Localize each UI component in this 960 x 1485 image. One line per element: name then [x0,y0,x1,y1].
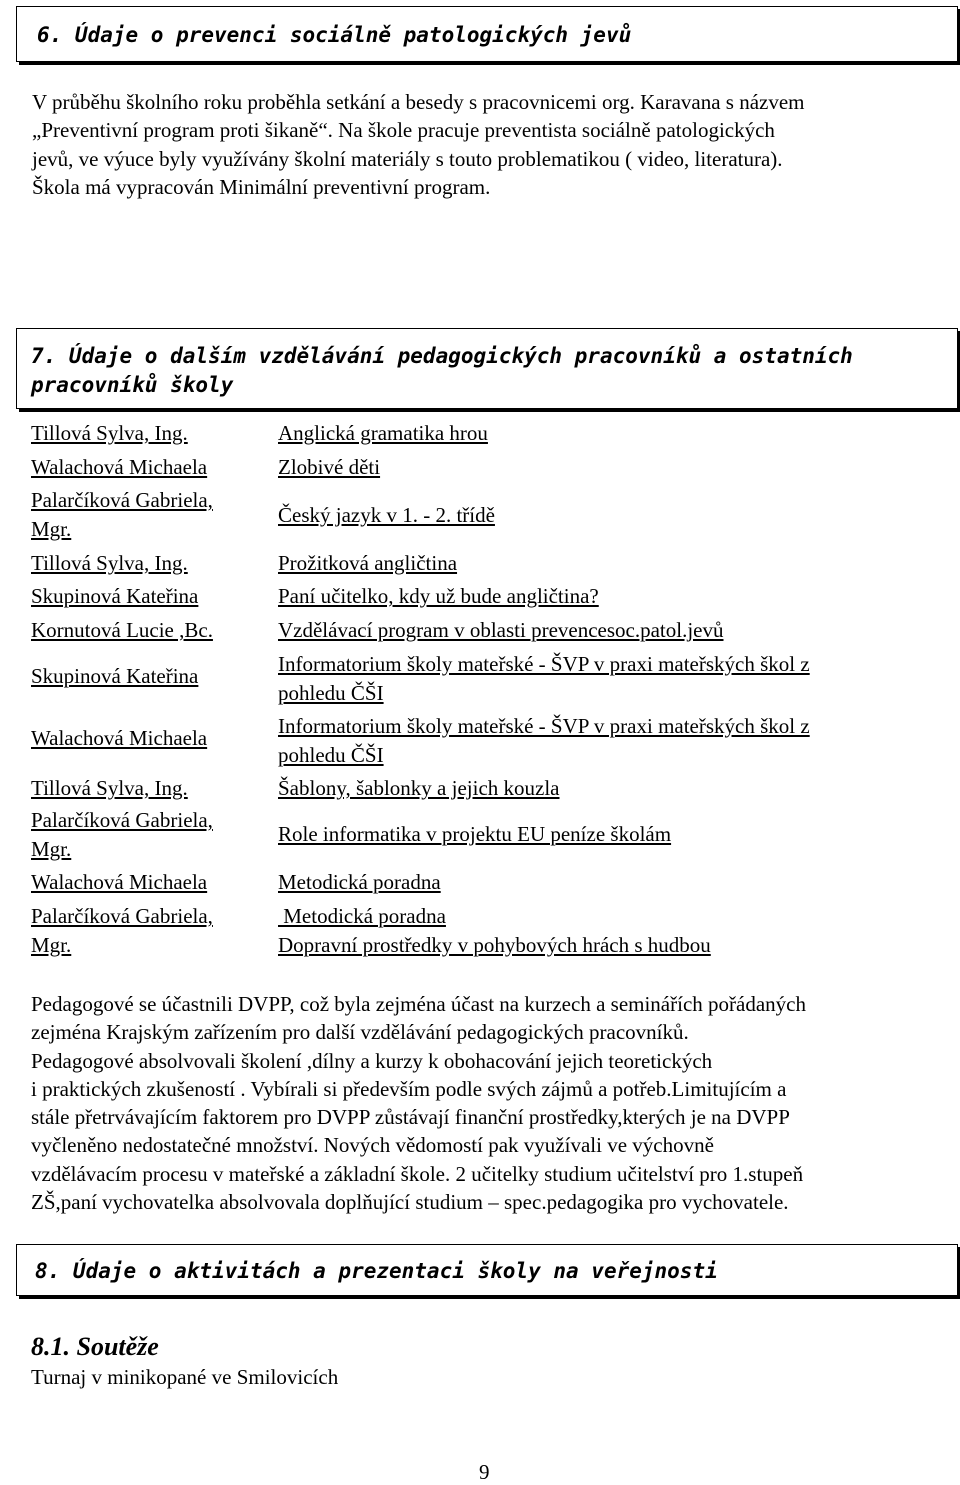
section-6-heading-box [16,6,958,62]
name-line: Palarčíková Gabriela, [31,904,213,928]
page-number: 9 [479,1460,490,1484]
course-line: Český jazyk v 1. - 2. třídě [278,503,495,527]
participant-name [31,806,213,864]
paragraph-line: stále přetrvávajícím faktorem pro DVPP zůstávají finanční prostředky,kterých je na DVPP [31,1105,790,1130]
participant-name [31,486,213,544]
participant-name [31,419,188,448]
name-line: Walachová Michaela [31,726,208,750]
course-title [278,419,488,448]
course-title [278,712,810,770]
name-line: Tillová Sylva, Ing. [31,776,188,800]
course-line: Role informatika v projektu EU peníze školám [278,822,672,846]
subsection-heading: 8.1. Soutěže [31,1332,159,1361]
paragraph-line: vzdělávacím procesu v mateřské a základní škole. 2 učitelky studium učitelství pro 1.stupeň [31,1161,804,1186]
course-line: Anglická gramatika hrou [278,421,488,445]
course-line: Metodická poradna [278,870,441,894]
participant-name [31,616,213,645]
paragraph-line: jevů, ve výuce byly využívány školní materiály s touto problematikou ( video, literatura). [32,146,783,171]
paragraph-line: zejména Krajským zařízením pro další vzdělávání pedagogických pracovníků. [31,1020,689,1045]
course-line: Informatorium školy mateřské - ŠVP v praxi mateřských škol z [278,652,810,676]
name-line: Mgr. [31,837,72,861]
section-7-heading [31,342,949,400]
name-line: Mgr. [31,933,72,957]
participant-name [31,774,188,803]
paragraph-line: V průběhu školního roku proběhla setkání a besedy s pracovnicemi org. Karavana s názvem [32,90,805,114]
course-line: Zlobivé děti [278,455,381,479]
course-title [278,868,441,897]
participant-name [31,582,198,611]
paragraph-line: „Preventivní program proti šikaně“. Na škole pracuje preventista sociálně patologických [32,118,775,143]
course-title [278,549,457,578]
name-line: Palarčíková Gabriela, [31,488,213,512]
course-title [278,453,380,482]
section-7-heading-box [16,328,958,409]
paragraph-line: i praktických zkušeností . Vybírali si především podle svých zájmů a potřeb.Limitujícím a [31,1076,787,1101]
paragraph-line: Pedagogové se účastnili DVPP, což byla zejména účast na kurzech a seminářích pořádaných [31,992,806,1016]
heading-line: pracovníků školy [31,373,234,397]
course-line: Dopravní prostředky v pohybových hrách s hudbou [278,933,711,957]
course-title [278,820,671,849]
course-title [278,774,560,803]
course-line: pohledu ČŠI [278,743,384,767]
name-line: Walachová Michaela [31,455,208,479]
course-title [278,650,810,708]
course-line: Paní učitelko, kdy už bude angličtina? [278,584,599,608]
name-line: Mgr. [31,517,72,541]
course-line: Vzdělávací program v oblasti prevencesoc.patol.jevů [278,618,724,642]
name-line: Skupinová Kateřina [31,664,199,688]
course-title [278,582,599,611]
participant-name [31,724,207,753]
name-line: Skupinová Kateřina [31,584,199,608]
name-line: Tillová Sylva, Ing. [31,551,188,575]
name-line: Palarčíková Gabriela, [31,808,213,832]
paragraph-line: vyčleněno nedostatečné množství. Nových vědomostí pak využívali ve výchovně [31,1133,714,1158]
section-7-paragraph [31,990,806,1216]
section-6-paragraph [32,88,805,201]
participant-name [31,868,207,897]
paragraph-line: Škola má vypracován Minimální preventivní program. [32,174,491,199]
participant-name [31,662,198,691]
course-line: Prožitková angličtina [278,551,458,575]
course-title [278,902,711,960]
heading-line: 7. Údaje o dalším vzdělávání pedagogických pracovníků a ostatních [31,344,853,368]
participant-name [31,549,188,578]
course-title [278,616,724,645]
course-line: Šablony, šablonky a jejich kouzla [278,776,560,800]
section-6-heading: 6. Údaje o prevenci sociálně patologických jevů [37,23,632,47]
paragraph-line: ZŠ,paní vychovatelka absolvovala doplňující studium – spec.pedagogika pro vychovatele. [31,1190,789,1215]
section-8-heading-box [16,1244,958,1296]
course-title [278,501,495,530]
name-line: Tillová Sylva, Ing. [31,421,188,445]
section-8-text: Turnaj v minikopané ve Smilovicích [31,1365,339,1389]
name-line: Walachová Michaela [31,870,208,894]
course-line: Metodická poradna [278,904,446,928]
course-line: pohledu ČŠI [278,681,384,705]
paragraph-line: Pedagogové absolvovali školení ,dílny a kurzy k obohacování jejich teoretických [31,1048,713,1073]
name-line: Kornutová Lucie ,Bc. [31,618,213,642]
participant-name [31,902,213,960]
course-line: Informatorium školy mateřské - ŠVP v praxi mateřských škol z [278,714,810,738]
participant-name [31,453,207,482]
section-8-heading: 8. Údaje o aktivitách a prezentaci školy na veřejnosti [35,1259,718,1283]
